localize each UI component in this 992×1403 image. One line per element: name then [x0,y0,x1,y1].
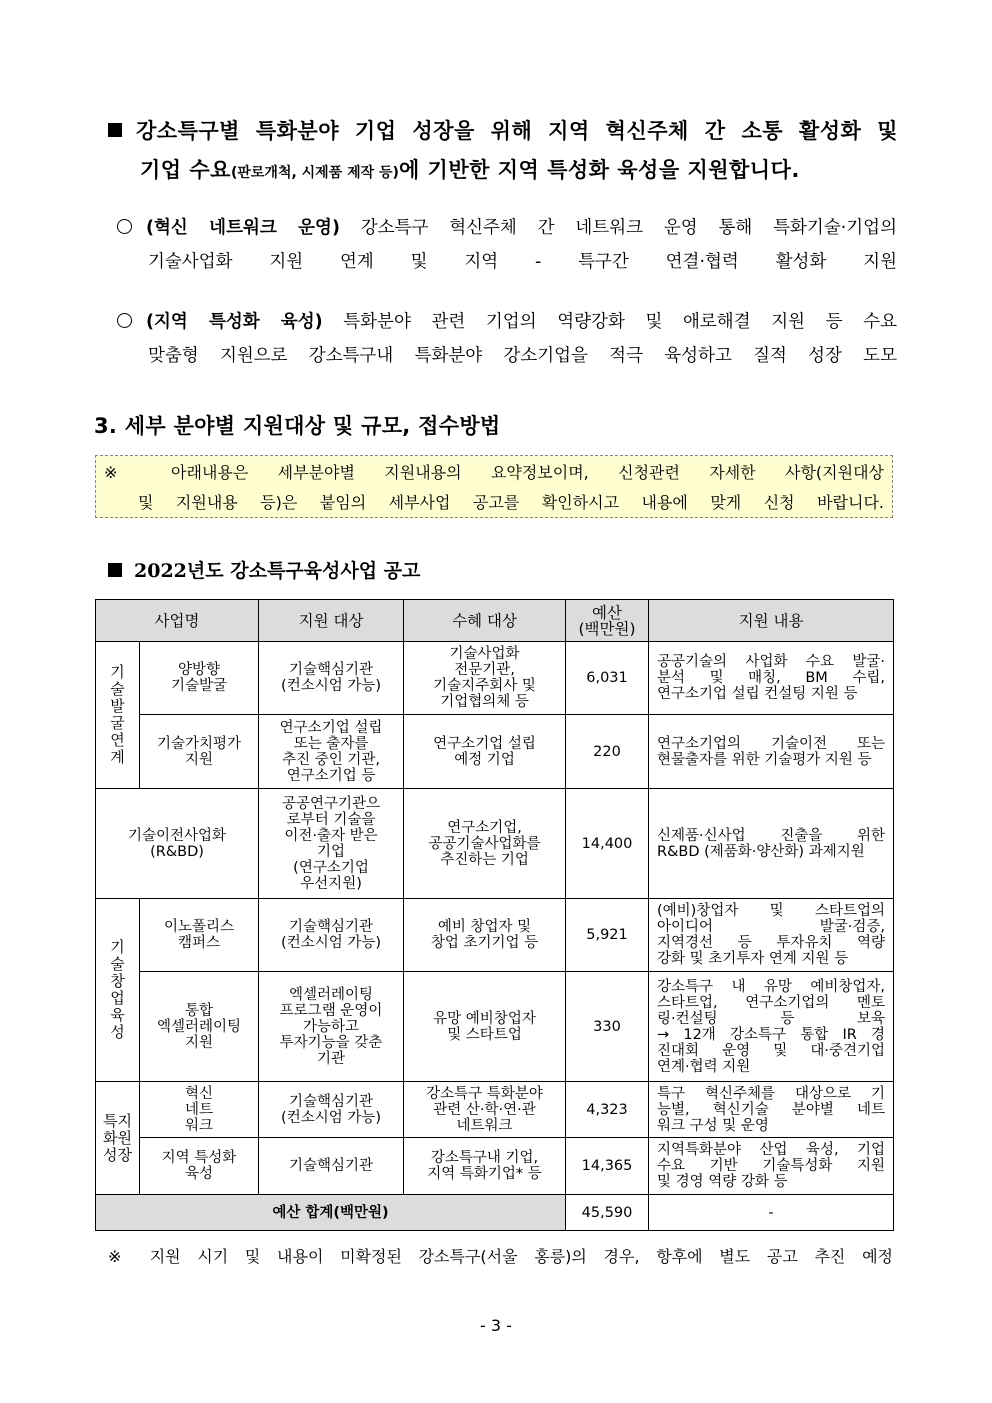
content-line: (예비)창업자 및 스타트업의 [657,903,886,919]
content-line: 공공기술의 사업화 수요 발굴· [657,654,886,670]
content-line: 능별, 혁신기술 분야별 네트 [657,1101,886,1118]
content-line: 연구소기업 설립 컨설팅 지원 등 [657,686,858,702]
cell-line: 이노폴리스 [163,919,235,935]
header-target: 지원 대상 [259,600,404,642]
cell-line: 혁신 [185,1085,214,1102]
row-beneficiary [404,972,566,1082]
content-line: 현물출자를 위한 기술평가 지원 등 [657,751,872,768]
content-line: 지역경선 등 투자유치 역량 [657,935,886,951]
row-content [649,899,894,972]
cell-line: 연구소기업 설립 [433,735,536,752]
row-target [259,972,404,1082]
row-budget: 14,365 [566,1138,649,1195]
cell-line: 강소특구 특화분야 [426,1085,543,1102]
cell-line: (컨소시엄 가능) [281,935,381,951]
total-content: - [649,1195,894,1231]
cell-line: 기관 [317,1050,346,1067]
row-name [140,899,259,972]
row-name [140,642,259,715]
content-line: R&BD (제품화·양산화) 과제지원 [657,843,865,860]
cell-line: 공공연구기관으 [281,795,381,812]
cell-line: 지원 [185,751,214,768]
content-line: → 12개 강소특구 통합 IR 경 [657,1026,886,1043]
content-line: 링·컨설팅 등 보육 [657,1010,886,1027]
cell-line: 이전·출자 받은 [284,827,378,844]
intro-line-1: 강소특구별 특화분야 기업 성장을 위해 지역 혁신주체 간 소통 활성화 및 [136,119,898,143]
cell-line: 기업협의체 등 [440,694,529,710]
cell-line: 연구소기업, [447,819,522,836]
cell-line: 연구소기업 등 [286,767,376,784]
cell-line: 기술지주회사 및 [433,678,536,694]
square-bullet-icon [108,563,122,577]
cell-line: 네트워크 [456,1117,513,1134]
row-content [649,1082,894,1138]
cell-line: 캠퍼스 [177,935,221,951]
row-content [649,642,894,715]
table-row [96,642,894,715]
group-tech-link: 기술발굴연계 [96,642,140,789]
cell-line: 엑셀러레이팅 [288,986,374,1003]
cell-line: 지원 [185,1034,214,1051]
row-budget: 4,323 [566,1082,649,1138]
cell-line: 우선지원) [300,875,362,892]
cell-line: 기술이전사업화 [127,827,227,844]
cell-line: 기술발굴 [170,678,228,694]
cell-line: 연구소기업 설립 [279,719,383,736]
header-beneficiary: 수혜 대상 [404,600,566,642]
row-beneficiary [404,1082,566,1138]
total-label: 예산 합계(백만원) [96,1195,566,1231]
cell-line: 예비 창업자 및 [437,919,532,935]
content-line: 연구소기업의 기술이전 또는 [657,735,886,752]
cell-line: 기술사업화 [449,646,520,662]
row-budget: 220 [566,715,649,789]
cell-line: 워크 [185,1117,214,1134]
item-line-1: 특화분야 관련 기업의 역량강화 및 애로해결 지원 등 수요 [322,312,897,332]
program-table [95,599,894,1231]
total-budget: 45,590 [566,1195,649,1231]
circle-item-regional [117,305,897,373]
table-total-row [96,1195,894,1231]
circle-bullet-icon [117,313,132,328]
cell-line: 기술핵심기관 [288,1093,374,1110]
cell-line: 가능하고 [303,1018,360,1035]
notice-line-2: 및 지원내용 등)은 붙임의 세부사업 공고를 확인하시고 내용에 맞게 신청 바랍니다. [138,493,884,512]
row-beneficiary [404,789,566,899]
cell-line: (연구소기업 [293,859,369,876]
content-line: 강화 및 초기투자 연계 지원 등 [657,951,849,967]
group-startup: 기술창업육성 [96,899,140,1082]
row-name [140,715,259,789]
row-name [140,972,259,1082]
table-row [96,789,894,899]
cell-line: (컨소시엄 가능) [281,1109,381,1126]
notice-line-1: ※ 아래내용은 세부분야별 지원내용의 요약정보이며, 신청관련 자세한 사항(지원대상 [104,463,884,482]
row-target [259,1138,404,1195]
row-target [259,1082,404,1138]
cell-line: 기술핵심기관 [288,662,374,678]
row-content [649,715,894,789]
cell-line: 창업 초기기업 등 [430,935,539,951]
content-line: 워크 구성 및 운영 [657,1117,769,1134]
cell-line: 통합 [185,1002,214,1019]
table-row [96,972,894,1082]
item-bold-label: (지역 특성화 육성) [146,312,323,332]
table-row [96,899,894,972]
table-title [108,556,420,583]
table-title-year: 2022 [134,560,187,582]
content-line: 특구 혁신주체를 대상으로 기 [657,1085,886,1102]
cell-line: 유망 예비창업자 [433,1010,536,1027]
cell-line: 또는 출자를 [293,735,369,752]
circle-bullet-icon [117,219,132,234]
cell-line: 추진 중인 기관, [282,751,380,768]
header-project: 사업명 [96,600,259,642]
group-regional: 특지화원성장 [96,1082,140,1195]
row-name [140,1082,259,1138]
table-header-row [96,600,894,642]
row-target [259,715,404,789]
content-line: 및 경영 역량 강화 등 [657,1174,788,1190]
cell-line: 전문기관, [454,662,515,678]
cell-line: 기술가치평가 [156,735,242,752]
row-budget: 5,921 [566,899,649,972]
header-budget: 예산 (백만원) [566,600,649,642]
section-title: 3. 세부 분야별 지원대상 및 규모, 접수방법 [94,414,501,438]
row-name [96,789,259,899]
row-budget: 14,400 [566,789,649,899]
table-row [96,715,894,789]
cell-line: 기업 [317,843,346,860]
content-line: 아이디어 발굴·검증, [657,919,886,935]
cell-line: 엑셀러레이팅 [156,1018,242,1035]
cell-line: (R&BD) [150,843,204,860]
cell-line: 지역 특성화 [161,1150,237,1166]
row-content [649,789,894,899]
cell-line: 및 스타트업 [447,1026,522,1043]
row-beneficiary [404,715,566,789]
content-line: 연계·협력 지원 [657,1058,751,1075]
notice-box [95,455,893,518]
header-content: 지원 내용 [649,600,894,642]
row-content [649,972,894,1082]
cell-line: 양방향 [177,662,221,678]
content-line: 강소특구 내 유망 예비창업자, [657,978,886,995]
cell-line: 기술핵심기관 [288,919,374,935]
cell-line: 투자기능을 갖춘 [279,1034,383,1051]
table-title-text: 년도 강소특구육성사업 공고 [186,560,421,582]
content-line: 스타트업, 연구소기업의 멘토 [657,994,886,1011]
footnote: ※ 지원 시기 및 내용이 미확정된 강소특구(서울 홍릉)의 경우, 항후에 별도 공고 추진 예정 [108,1247,893,1266]
cell-line: 지역 특화기업* 등 [427,1166,542,1182]
row-target [259,899,404,972]
row-target [259,642,404,715]
cell-line: 프로그램 운영이 [279,1002,383,1019]
row-beneficiary [404,899,566,972]
item-bold-label: (혁신 네트워크 운영) [146,218,340,238]
row-budget: 330 [566,972,649,1082]
row-target [259,789,404,899]
cell-line: 기술핵심기관 [288,1158,374,1174]
circle-item-network [117,211,897,279]
cell-line: 육성 [185,1166,214,1182]
intro-paragraph [108,112,898,193]
content-line: 진대회 운영 및 대·중견기업 [657,1042,886,1059]
cell-line: 강소특구내 기업, [430,1150,539,1166]
square-bullet-icon [108,123,122,137]
cell-line: 공공기술사업화를 [428,835,541,852]
item-line-2: 기술사업화 지원 연계 및 지역 - 특구간 연결·협력 활성화 지원 [148,252,897,272]
intro-line-2b: 에 기반한 지역 특성화 육성을 지원합니다. [398,158,800,182]
page-number: - 3 - [480,1316,512,1335]
cell-line: 예정 기업 [454,751,515,768]
content-line: 수요 기반 기술특성화 지원 [657,1158,886,1174]
row-name [140,1138,259,1195]
cell-line: (컨소시엄 가능) [281,678,381,694]
row-budget: 6,031 [566,642,649,715]
cell-line: 로부터 기술을 [286,811,376,828]
cell-line: 네트 [185,1101,214,1118]
table-row [96,1138,894,1195]
intro-line-2-small: (판로개척, 시제품 제작 등) [230,165,399,181]
row-beneficiary [404,1138,566,1195]
row-content [649,1138,894,1195]
content-line: 지역특화분야 산업 육성, 기업 [657,1142,886,1158]
intro-line-2a: 기업 수요 [140,158,231,182]
item-line-2: 맞춤형 지원으로 강소특구내 특화분야 강소기업을 적극 육성하고 질적 성장 도모 [148,346,897,366]
cell-line: 추진하는 기업 [440,851,529,868]
item-line-1: 강소특구 혁신주체 간 네트워크 운영 통해 특화기술·기업의 [339,218,897,238]
table-row [96,1082,894,1138]
content-line: 분석 및 매칭, BM 수립, [657,670,886,686]
content-line: 신제품·신사업 진출을 위한 [657,827,886,844]
row-beneficiary [404,642,566,715]
cell-line: 관련 산·학·연·관 [433,1101,536,1118]
